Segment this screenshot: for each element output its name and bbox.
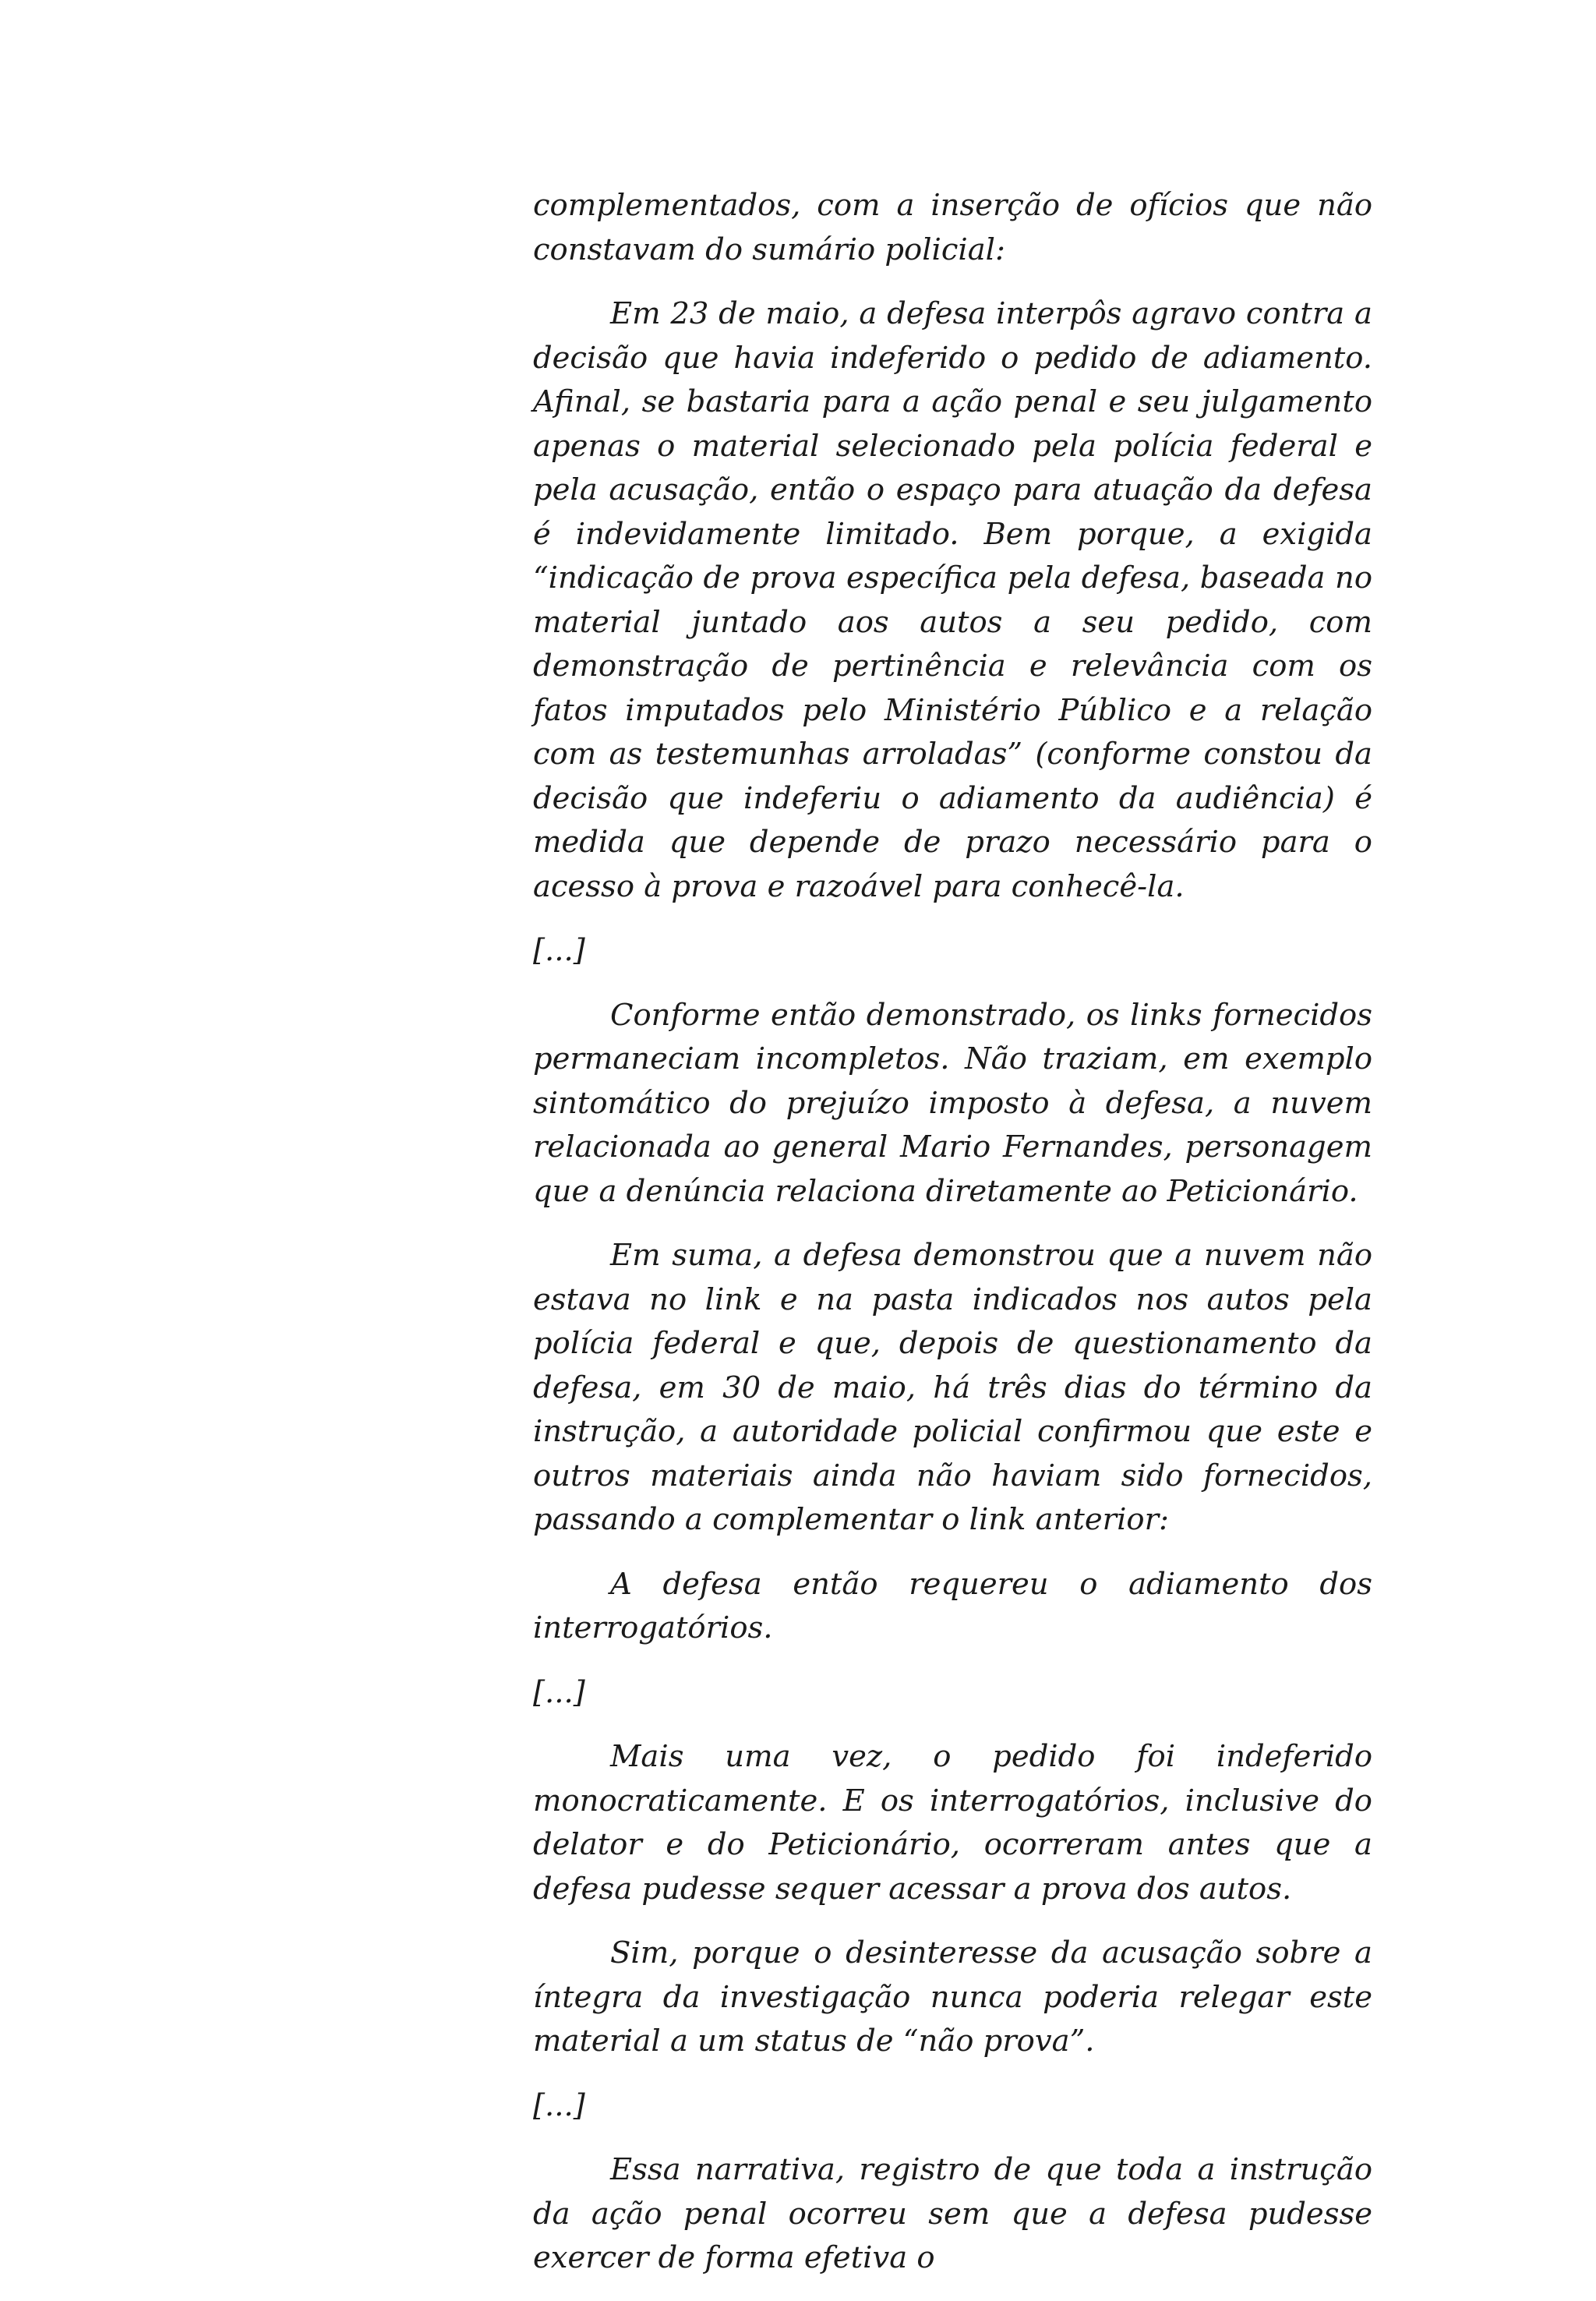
paragraph-agravo: Em 23 de maio, a defesa interpôs agravo contra a decisão que havia indeferido o pedido de adiamento. Afinal, se bastaria para a ação penal e seu julgamento apenas o material selecionado pela polícia federal e pela acusação, então o espaço para atuação da defesa é indevidamente limitado. Bem porque, a exigida “indicação de prova específica pela defesa, baseada no material juntado aos autos a seu pedido, com demonstração de pertinência e relevância com os fatos imputados pelo Ministério Público e a relação com as testemunhas arroladas” (conforme constou da decisão que indeferiu o adiamento da audiência) é medida que depende de prazo necessário para o acesso à prova e razoável para conhecê-la. (533, 296, 1372, 904)
ellipsis-marker: [...] (533, 2087, 585, 2123)
ellipsis-marker: [...] (533, 933, 585, 968)
paragraph-narrativa: Essa narrativa, registro de que toda a instrução da ação penal ocorreu sem que a defesa pudesse exercer de forma efetiva o (533, 2152, 1372, 2275)
paragraph-links-incompletos: Conforme então demonstrado, os links fornecidos permaneciam incompletos. Não traziam, em exemplo sintomático do prejuízo imposto à defesa, a nuvem relacionada ao general Mario Fernandes, personagem que a denúncia relaciona diretamente ao Peticionário. (533, 997, 1372, 1209)
ellipsis-marker: [...] (533, 1674, 585, 1710)
paragraph-adiamento-interrogatorios: A defesa então requereu o adiamento dos interrogatórios. (533, 1566, 1372, 1645)
paragraph-em-suma: Em suma, a defesa demonstrou que a nuvem não estava no link e na pasta indicados nos autos pela polícia federal e que, depois de questionamento da defesa, em 30 de maio, há três dias do término da instrução, a autoridade policial confirmou que este e outros materiais ainda não haviam sido fornecidos, passando a complementar o link anterior: (533, 1238, 1372, 1537)
paragraph-nao-prova: Sim, porque o desinteresse da acusação sobre a íntegra da investigação nunca poderia relegar este material a um status de “não prova”. (533, 1935, 1372, 2059)
paragraph-continuation: complementados, com a inserção de ofícios que não constavam do sumário policial: (533, 188, 1372, 267)
paragraph-indeferido: Mais uma vez, o pedido foi indeferido monocraticamente. E os interrogatórios, inclusive do delator e do Peticionário, ocorreram antes que a defesa pudesse sequer acessar a prova dos autos. (533, 1739, 1372, 1907)
document-body (533, 184, 1372, 2301)
